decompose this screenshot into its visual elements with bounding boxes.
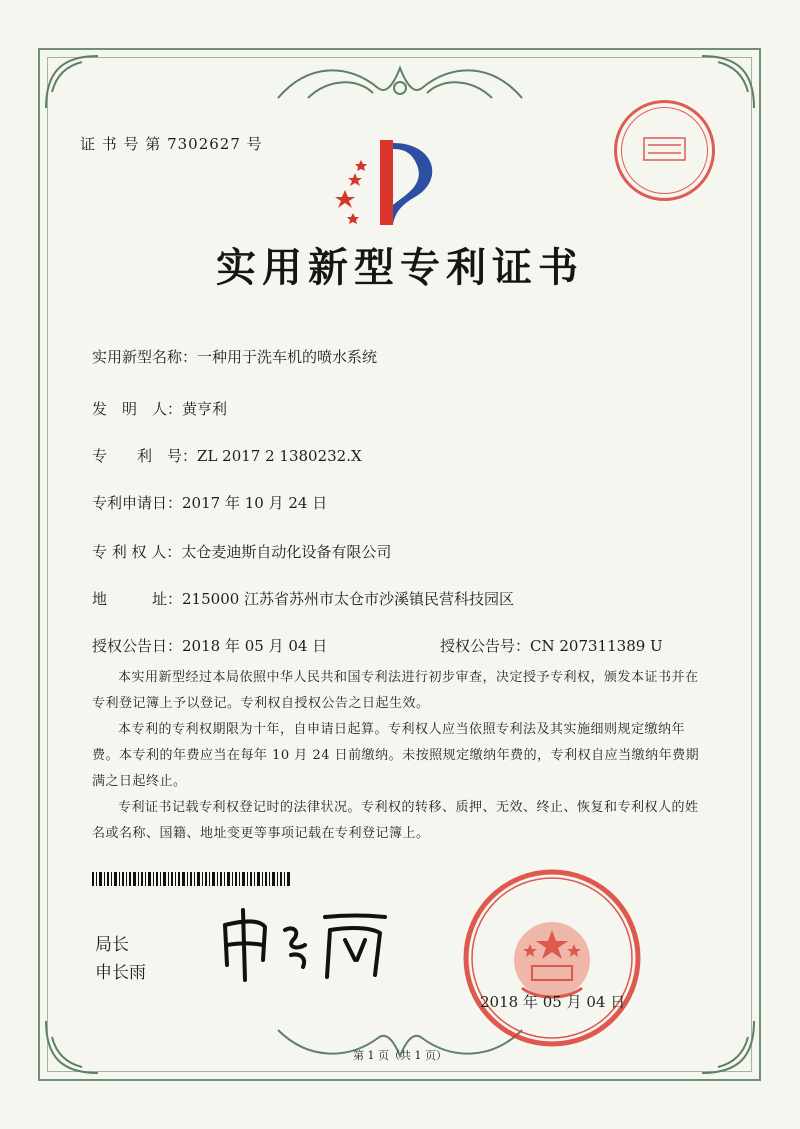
field-label: 实用新型名称： [92,348,198,366]
patentee: 太仓麦迪斯自动化设备有限公司 [181,543,392,561]
field-label: 授权公告日： [92,637,183,655]
utility-model-name-row [92,346,377,367]
signature-icon [215,905,395,985]
grant-announce-no-row [440,635,663,656]
field-label: 专 利 权 人： [92,543,182,561]
address-row [92,588,514,609]
application-date: 2017 年 10 月 24 日 [182,494,328,512]
field-label: 发 明 人： [92,400,183,418]
page-footer: 第 1 页（共 1 页） [353,1049,447,1062]
top-ornament-icon [268,58,532,106]
grant-announce-no: CN 207311389 U [530,637,663,655]
ip-office-seal-icon [462,868,642,1048]
paragraph: 本实用新型经过本局依照中华人民共和国专利法进行初步审查，决定授予专利权，颁发本证书并在专利登记簿上予以登记。专利权自授权公告之日起生效。 [92,670,699,711]
corner-ornament-icon [42,52,102,112]
patentee-row [92,541,391,562]
field-label: 地 址： [92,590,183,608]
barcode-icon [92,872,292,886]
grant-announce-date: 2018 年 05 月 04 日 [182,637,328,655]
grant-announce-date-row [92,635,327,656]
application-date-row [92,492,327,513]
stamp-duty-seal-icon [612,98,717,203]
patent-number: ZL 2017 2 1380232.X [197,447,362,465]
inventor: 黄亨利 [182,400,228,418]
inventor-row [92,398,227,419]
field-label: 专 利 号： [92,447,198,465]
certificate-title: 实用新型专利证书 [216,244,584,291]
address: 215000 江苏省苏州市太仓市沙溪镇民营科技园区 [182,590,515,608]
utility-model-name: 一种用于洗车机的喷水系统 [197,348,378,366]
paragraph: 本专利的专利权期限为十年，自申请日起算。专利权人应当依照专利法及其实施细则规定缴纳年费。本专利的年费应当在每年 10 月 24 日前缴纳。未按照规定缴纳年费的，专利权自应当缴纳年费期满之日起终止。 [92,722,700,789]
director-name: 申长雨 [95,963,146,983]
certificate-number: 证 书 号 第 7302627 号 [80,135,263,153]
paragraph: 专利证书记载专利权登记时的法律状况。专利权的转移、质押、无效、终止、恢复和专利权人的姓名或名称、国籍、地址变更等事项记载在专利登记簿上。 [92,800,699,841]
field-label: 授权公告号： [440,637,531,655]
field-label: 专利申请日： [92,494,183,512]
seal-date: 2018 年 05 月 04 日 [480,993,626,1011]
patent-office-logo-icon [325,135,445,230]
patent-number-row [92,445,362,466]
director-title: 局长 [95,935,129,955]
